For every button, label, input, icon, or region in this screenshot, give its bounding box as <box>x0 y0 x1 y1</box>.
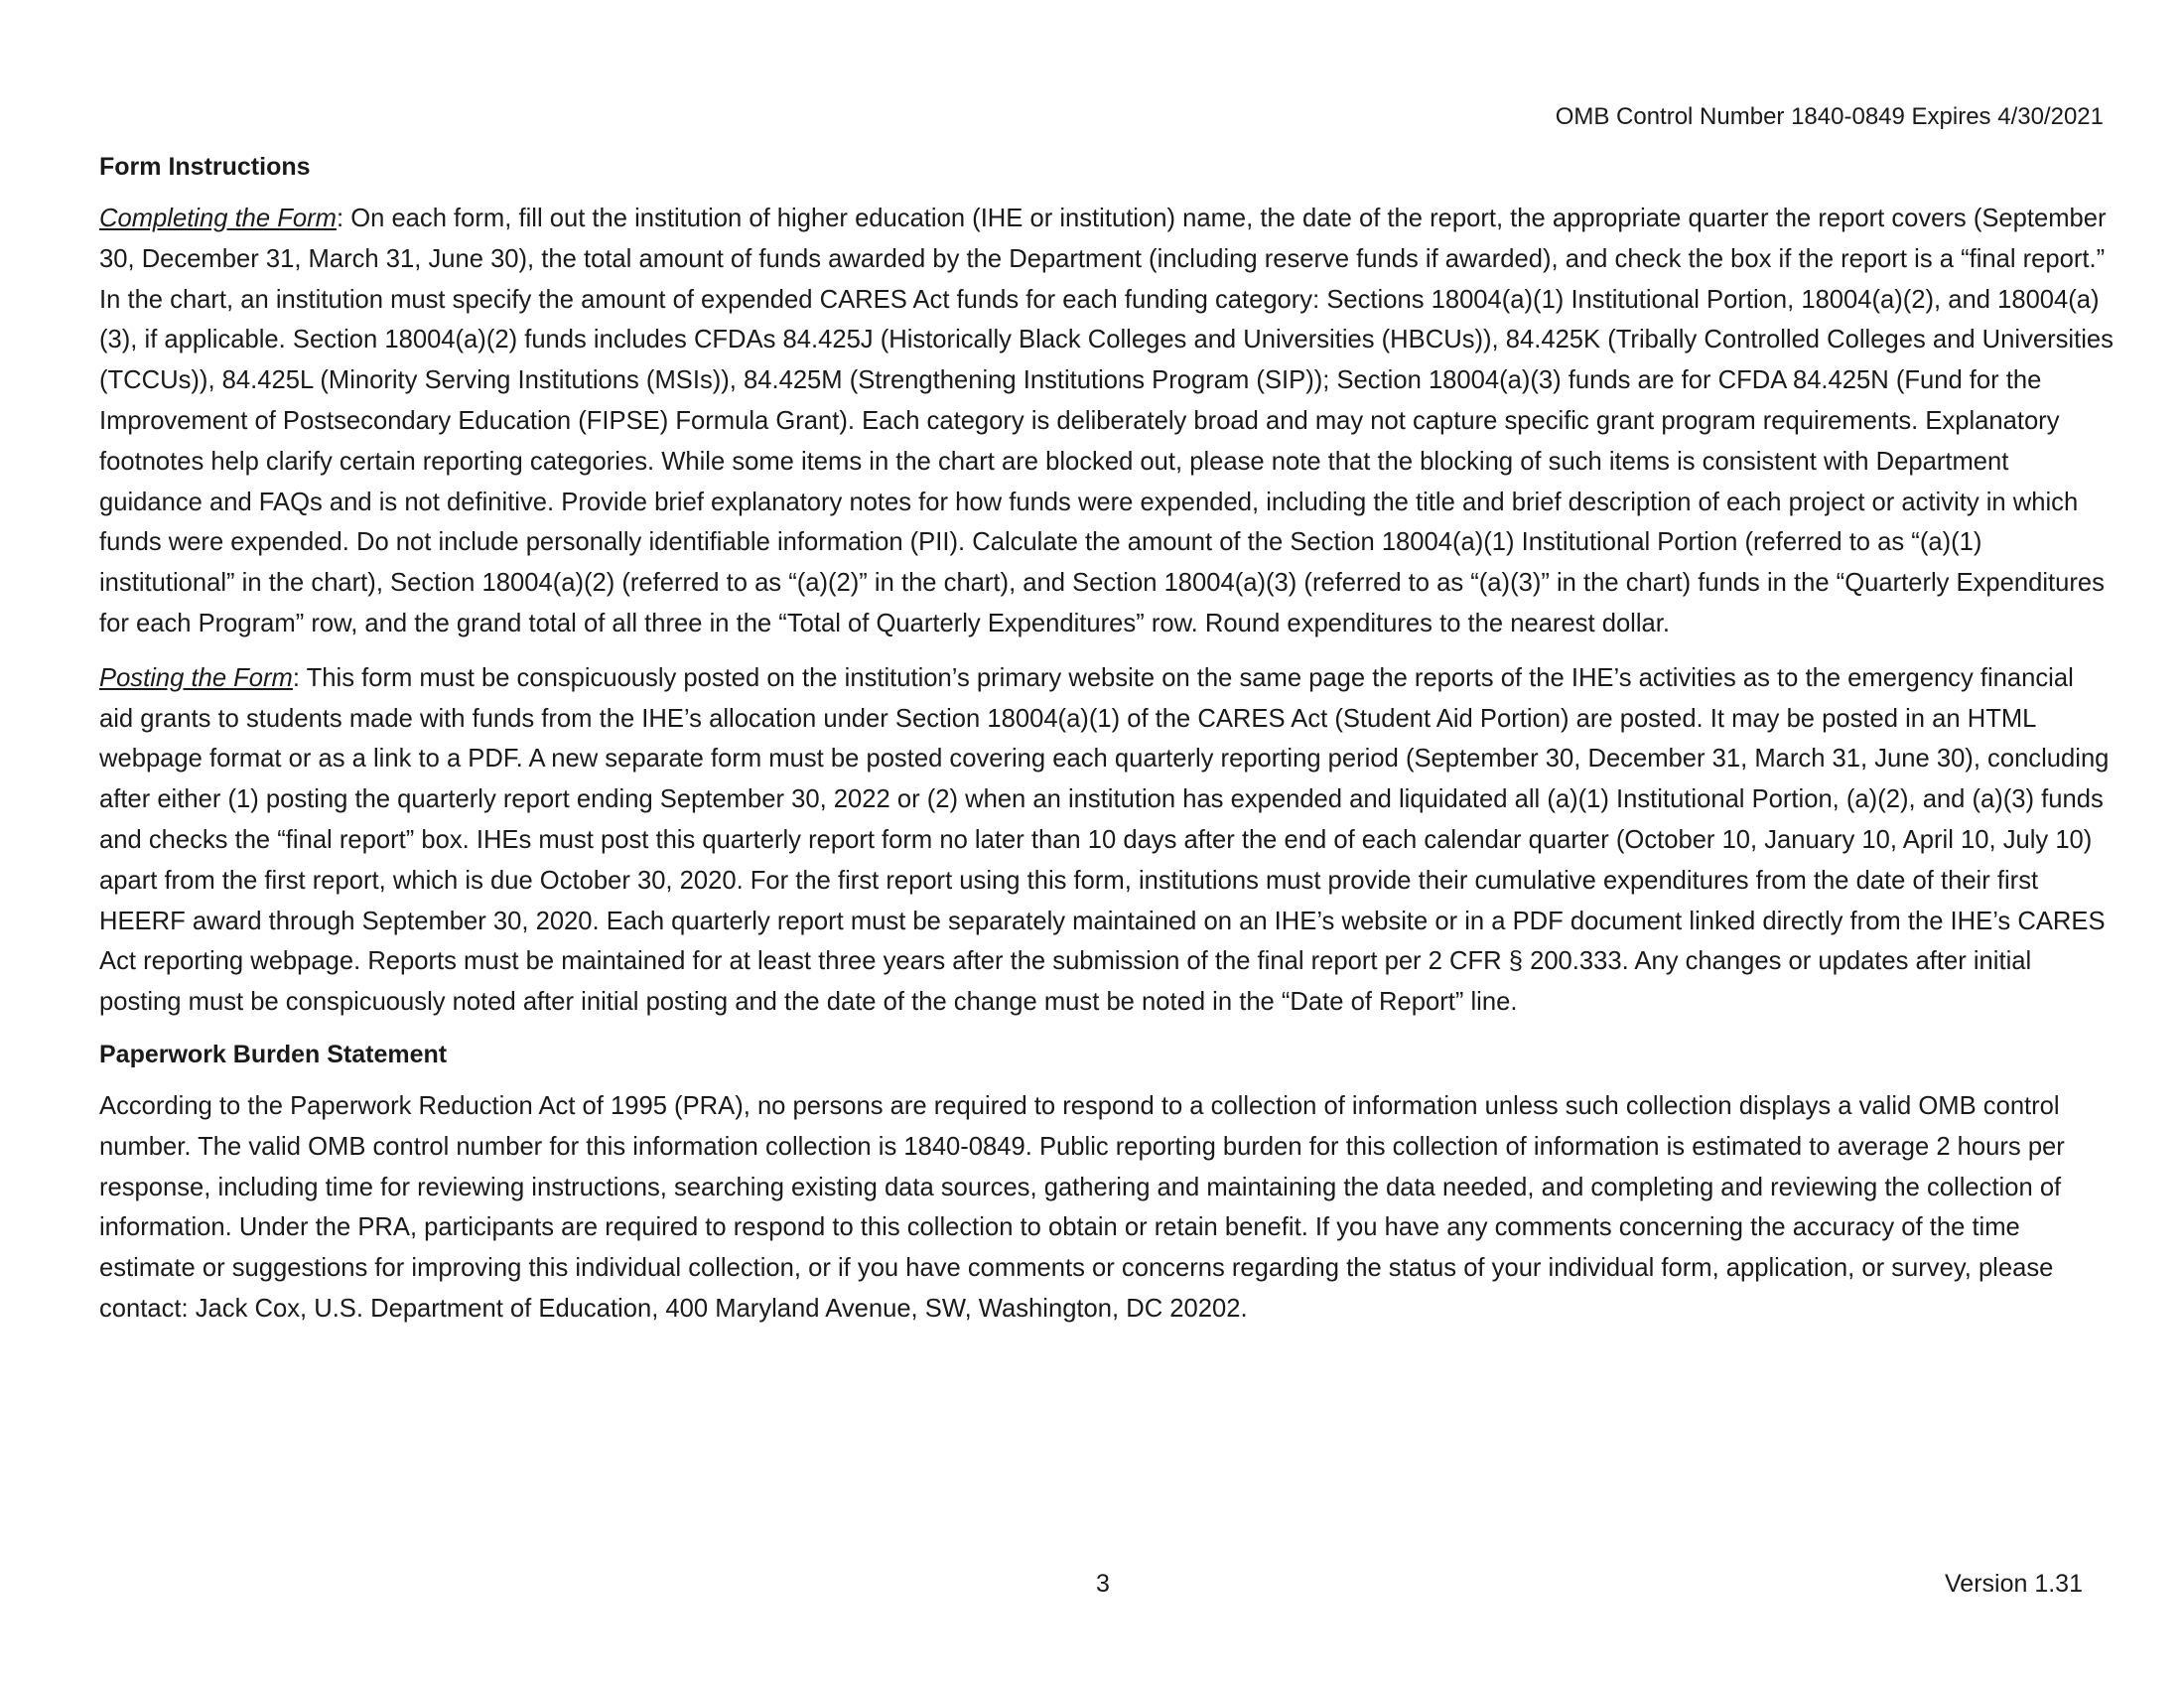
completing-the-form-lead: Completing the Form <box>99 205 337 232</box>
paperwork-burden-heading: Paperwork Burden Statement <box>99 1040 448 1068</box>
page-number: 3 <box>1096 1570 1110 1598</box>
posting-the-form-paragraph <box>99 658 2115 1023</box>
omb-control-number: OMB Control Number 1840-0849 Expires 4/30/2021 <box>1555 103 2104 130</box>
document-body <box>99 149 2115 1343</box>
completing-the-form-paragraph <box>99 199 2115 644</box>
posting-the-form-text: : This form must be conspicuously posted on the institution’s primary website on the same page the reports of the IHE’s activities as to the emergency financial aid grants to students made with funds from the IHE’s allocation under Section 18004(a)(1) of the CARES Act (Student Aid Portion) are posted. It may be posted in an HTML webpage format or as a link to a PDF. A new separate form must be posted covering each quarterly reporting period (September 30, December 31, March 31, June 30), concluding after either (1) posting the quarterly report ending September 30, 2022 or (2) when an institution has expended and liquidated all (a)(1) Institutional Portion, (a)(2), and (a)(3) funds and checks the “final report” box. IHEs must post this quarterly report form no later than 10 days after the end of each calendar quarter (October 10, January 10, April 10, July 10) apart from the first report, which is due October 30, 2020. For the first report using this form, institutions must provide their cumulative expenditures from the date of their first HEERF award through September 30, 2020. Each quarterly report must be separately maintained on an IHE’s website or in a PDF document linked directly from the IHE’s CARES Act reporting webpage. Reports must be maintained for at least three years after the submission of the final report per 2 CFR § 200.333. Any changes or updates after initial posting must be conspicuously noted after initial posting and the date of the change must be noted in the “Date of Report” line. <box>99 663 2110 1017</box>
version-label: Version 1.31 <box>1945 1570 2083 1598</box>
paperwork-burden-paragraph: According to the Paperwork Reduction Act of 1995 (PRA), no persons are required to respond to a collection of information unless such collection displays a valid OMB control number. The valid OMB control number for this information collection is 1840-0849. Public reporting burden for this collection of information is estimated to average 2 hours per response, including time for reviewing instructions, searching existing data sources, gathering and maintaining the data needed, and completing and reviewing the collection of information. Under the PRA, participants are required to respond to this collection to obtain or retain benefit. If you have any comments concerning the accuracy of the time estimate or suggestions for improving this individual collection, or if you have comments or concerns regarding the status of your individual form, application, or survey, please contact: Jack Cox, U.S. Department of Education, 400 Maryland Avenue, SW, Washington, DC 20202. <box>99 1091 2065 1323</box>
completing-the-form-text: : On each form, fill out the institution of higher education (IHE or institution) name, the date of the report, the appropriate quarter the report covers (September 30, December 31, March 31, June 30), the total amount of funds awarded by the Department (including reserve funds if awarded), and check the box if the report is a “final report.” In the chart, an institution must specify the amount of expended CARES Act funds for each funding category: Sections 18004(a)(1) Institutional Portion, 18004(a)(2), and 18004(a)(3), if applicable. Section 18004(a)(2) funds includes CFDAs 84.425J (Historically Black Colleges and Universities (HBCUs)), 84.425K (Tribally Controlled Colleges and Universities (TCCUs)), 84.425L (Minority Serving Institutions (MSIs)), 84.425M (Strengthening Institutions Program (SIP)); Section 18004(a)(3) funds are for CFDA 84.425N (Fund for the Improvement of Postsecondary Education (FIPSE) Formula Grant). Each category is deliberately broad and may not capture specific grant program requirements. Explanatory footnotes help clarify certain reporting categories. While some items in the chart are blocked out, please note that the blocking of such items is consistent with Department guidance and FAQs and is not definitive. Provide brief explanatory notes for how funds were expended, including the title and brief description of each project or activity in which funds were expended. Do not include personally identifiable information (PII). Calculate the amount of the Section 18004(a)(1) Institutional Portion (referred to as “(a)(1) institutional” in the chart), Section 18004(a)(2) (referred to as “(a)(2)” in the chart), and Section 18004(a)(3) (referred to as “(a)(3)” in the chart) funds in the “Quarterly Expenditures for each Program” row, and the grand total of all three in the “Total of Quarterly Expenditures” row. Round expenditures to the nearest dollar. <box>99 205 2114 637</box>
posting-the-form-lead: Posting the Form <box>99 663 293 692</box>
form-instructions-heading: Form Instructions <box>99 153 311 181</box>
